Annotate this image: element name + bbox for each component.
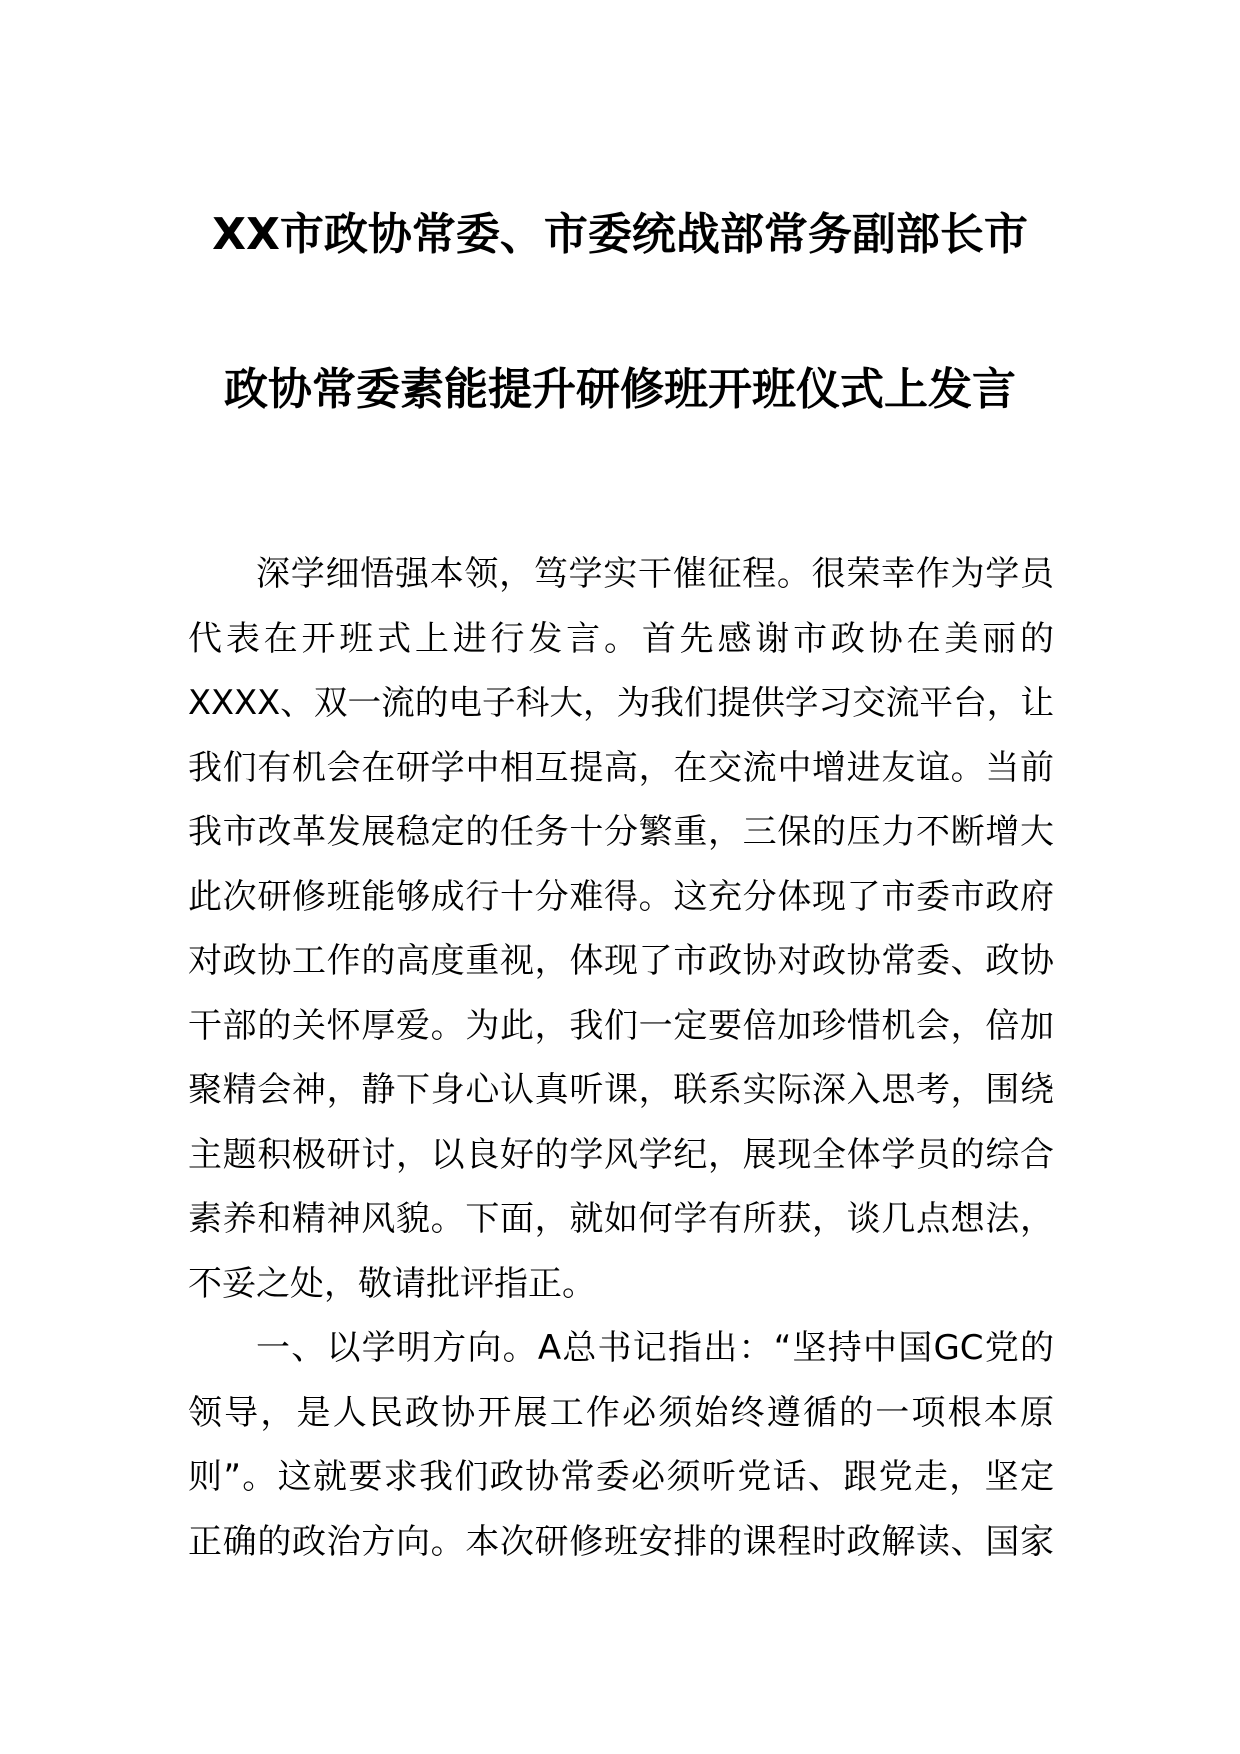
paragraph-line: 此次研修班能够成行十分难得。这充分体现了市委市政府	[188, 876, 1054, 917]
paragraph-line: 正确的政治方向。本次研修班安排的课程时政解读、国家	[188, 1521, 1054, 1562]
paragraph-line: 对政协工作的高度重视，体现了市政协对政协常委、政协	[188, 941, 1054, 981]
document-body	[188, 542, 1054, 1574]
document-title-line-2: 政协常委素能提升研修班开班仪式上发言	[224, 364, 1016, 415]
paragraph-line: 主题积极研讨，以良好的学风学纪，展现全体学员的综合	[188, 1134, 1054, 1175]
document-title-line-1: XX市政协常委、市委统战部常务副部长市	[212, 209, 1028, 260]
paragraph-2	[188, 1316, 1054, 1574]
paragraph-line: 干部的关怀厚爱。为此，我们一定要倍加珍惜机会，倍加	[188, 1005, 1054, 1046]
paragraph-line: 聚精会神，静下身心认真听课，联系实际深入思考，围绕	[188, 1070, 1054, 1110]
paragraph-line: 代表在开班式上进行发言。首先感谢市政协在美丽的	[188, 618, 1054, 659]
paragraph-line: 一、以学明方向。A总书记指出：“坚持中国GC党的	[256, 1328, 1054, 1368]
paragraph-line: 则”。这就要求我们政协常委必须听党话、跟党走，坚定	[188, 1457, 1054, 1497]
paragraph-line: 领导，是人民政协开展工作必须始终遵循的一项根本原	[188, 1392, 1054, 1433]
paragraph-line: XXXX、双一流的电子科大，为我们提供学习交流平台，让	[188, 683, 1054, 722]
paragraph-line: 我们有机会在研学中相互提高，在交流中增进友谊。当前	[188, 747, 1054, 788]
paragraph-line: 深学细悟强本领，笃学实干催征程。很荣幸作为学员	[256, 554, 1054, 594]
paragraph-line: 素养和精神风貌。下面，就如何学有所获，谈几点想法，	[188, 1199, 1054, 1239]
paragraph-1	[188, 542, 1054, 1316]
paragraph-line: 我市改革发展稳定的任务十分繁重，三保的压力不断增大	[188, 812, 1054, 852]
paragraph-line: 不妥之处，敬请批评指正。	[188, 1263, 596, 1304]
